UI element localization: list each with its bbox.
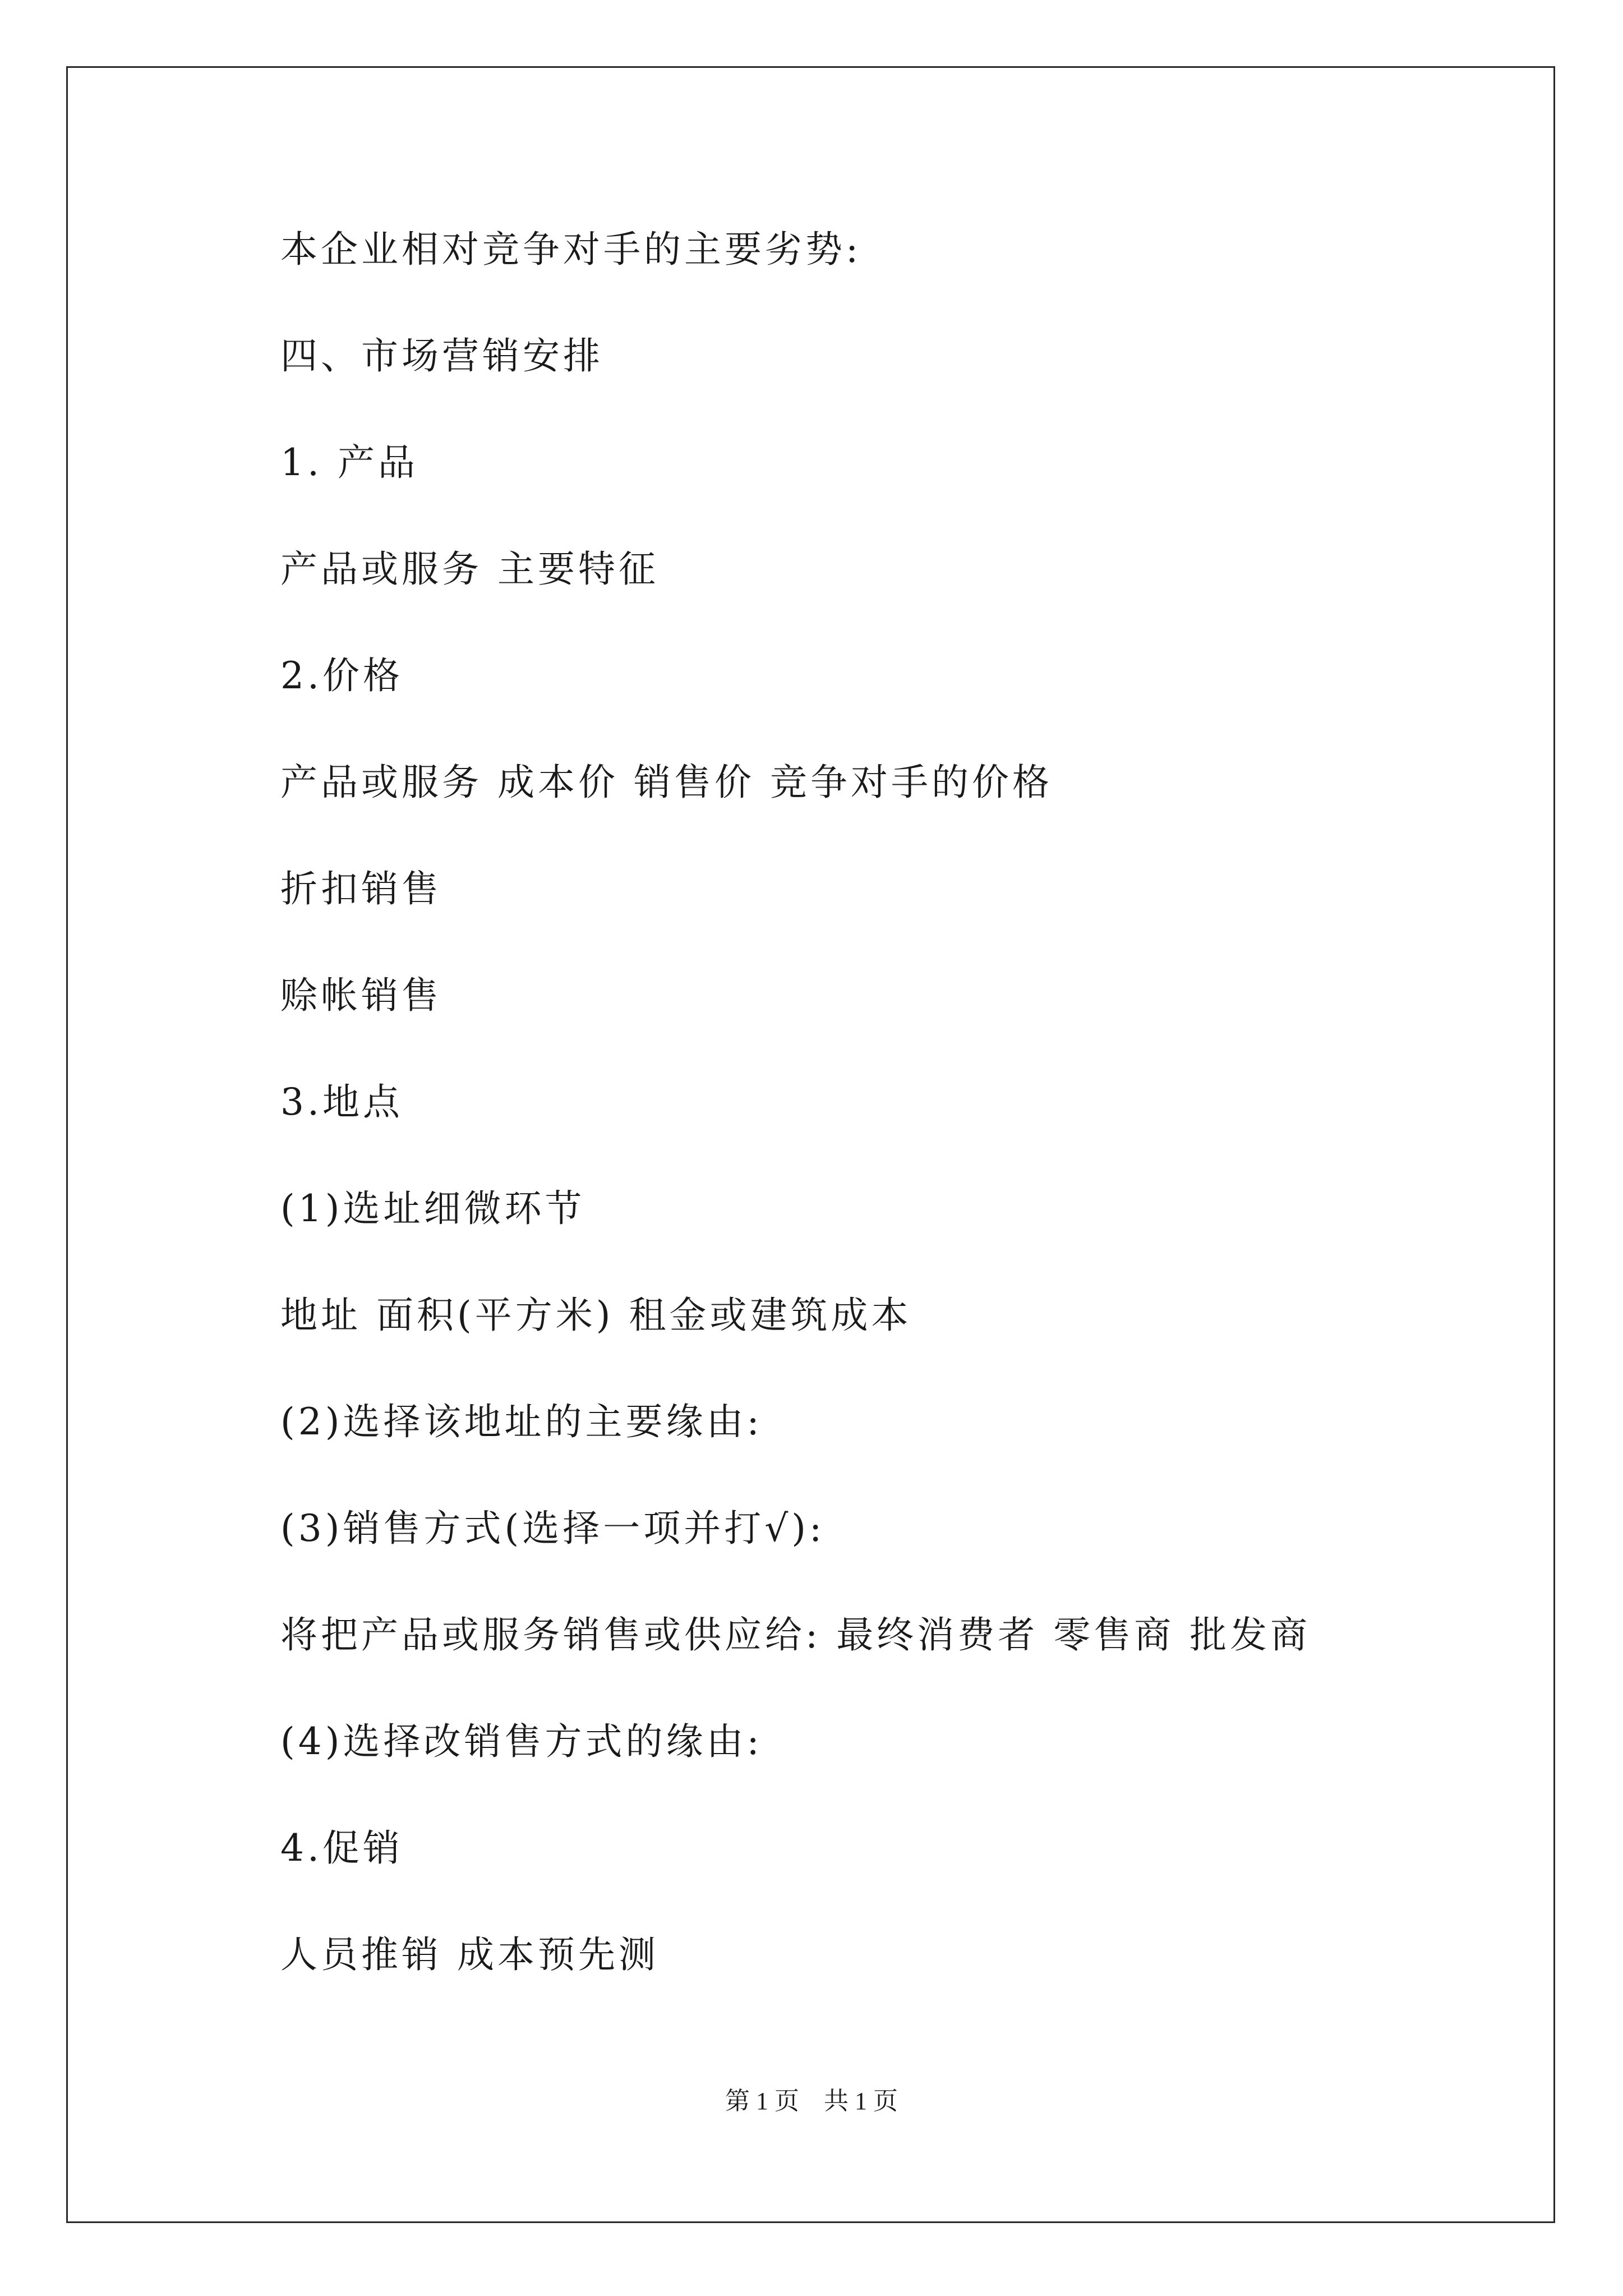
- text-line: 2.价格: [280, 654, 403, 697]
- text-line: (4)选择改销售方式的缘由:: [280, 1720, 763, 1763]
- page-number-footer: 第 1 页 共 1 页: [725, 2087, 898, 2115]
- section-heading: 四、市场营销安排: [280, 334, 603, 378]
- text-line: 产品或服务 成本价 销售价 竞争对手的价格: [280, 761, 1053, 804]
- text-line: 将把产品或服务销售或供应给: 最终消费者 零售商 批发商: [280, 1613, 1311, 1657]
- text-line: (2)选择该地址的主要缘由:: [280, 1400, 763, 1443]
- text-line: 产品或服务 主要特征: [280, 547, 659, 591]
- text-line: (3)销售方式(选择一项并打√):: [280, 1507, 826, 1550]
- text-line: 4.促销: [280, 1826, 403, 1870]
- text-line: (1)选址细微环节: [280, 1187, 585, 1230]
- text-line: 折扣销售: [280, 867, 442, 910]
- text-line: 地址 面积(平方米) 租金或建筑成本: [280, 1294, 912, 1337]
- text-line: 本企业相对竞争对手的主要劣势:: [280, 228, 862, 271]
- page-border: [66, 66, 1555, 2223]
- text-line: 1. 产品: [280, 441, 418, 484]
- text-line: 人员推销 成本预先测: [280, 1933, 659, 1976]
- text-line: 3.地点: [280, 1080, 403, 1124]
- text-line: 赊帐销售: [280, 974, 442, 1017]
